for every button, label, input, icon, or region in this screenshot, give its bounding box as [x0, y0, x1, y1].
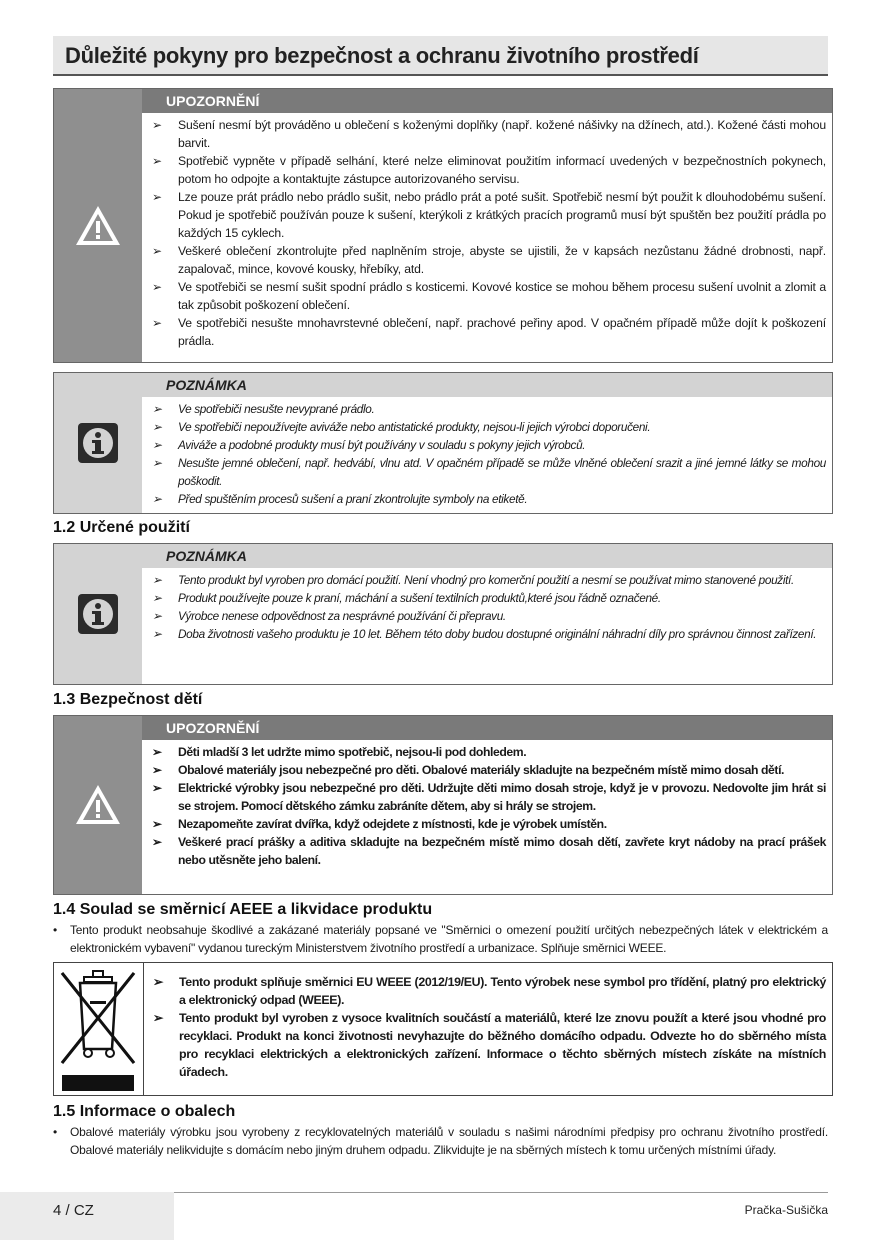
- arrow-bullet-icon: ➢: [152, 154, 162, 168]
- note-box-2: [53, 543, 833, 685]
- paragraph-text: Tento produkt neobsahuje škodlivé a zakázané materiály popsané ve "Směrnici o omezení použití určitých nebezpečných látek v elektrickém a elektronickém vybavení" vydanou tureckým Ministerstvem životního prostředí a urbanizace. Splňuje směrnici WEEE.: [70, 923, 828, 955]
- paragraph-text: Obalové materiály výrobku jsou vyrobeny z recyklovatelných materiálů v souladu s našimi národními předpisy pro ochranu životního prostředí. Obalové materiály nelikvidujte s domácím nebo jiným druhem odpadu. Zlikvidujte je na sběrných místech k tomu určených místními úřady.: [70, 1125, 828, 1157]
- list-item: [148, 278, 826, 314]
- list-item-text: Spotřebič vypněte v případě selhání, které nelze eliminovat použitím informací uvedených v bezpečnostních pokynech, potom ho odpojte a kontaktujte zástupce autorizovaného servisu.: [178, 154, 826, 186]
- info-icon: [78, 594, 118, 634]
- footer-divider: [174, 1192, 828, 1193]
- warning-heading: UPOZORNĚNÍ: [142, 89, 832, 113]
- bullet: •: [53, 1125, 58, 1139]
- list-item: [149, 1009, 826, 1081]
- list-item: [148, 490, 826, 508]
- list-item-text: Veškeré oblečení zkontrolujte před naplněním stroje, abyste se ujistili, že v kapsách nezůstanu žádné drobnosti, např. zapalovač, mince, kovové kousky, hřebíky, atd.: [178, 244, 826, 276]
- warning-box-2: [53, 715, 833, 895]
- list-item-text: Ve spotřebiči nesušte nevyprané prádlo.: [178, 402, 375, 416]
- arrow-bullet-icon: ➢: [152, 118, 162, 132]
- arrow-bullet-icon: ➢: [153, 975, 164, 989]
- warning-box-1: [53, 88, 833, 363]
- arrow-bullet-icon: ➢: [152, 745, 162, 759]
- warning-side: [54, 89, 142, 362]
- arrow-bullet-icon: ➢: [152, 280, 162, 294]
- arrow-bullet-icon: ➢: [152, 420, 162, 434]
- page-number: 4 / CZ: [53, 1202, 94, 1219]
- list-item: [148, 761, 826, 779]
- arrow-bullet-icon: ➢: [152, 456, 162, 470]
- list-item: [148, 743, 826, 761]
- arrow-bullet-icon: ➢: [152, 781, 162, 795]
- list-item-text: Doba životnosti vašeho produktu je 10 let. Během této doby budou dostupné originální náhradní díly pro správnou činnost zařízení.: [178, 627, 817, 641]
- section-heading-1-5: 1.5 Informace o obalech: [53, 1103, 236, 1120]
- weee-box: [53, 962, 833, 1096]
- section-1-4-paragraph: [53, 921, 828, 957]
- list-item: [148, 418, 826, 436]
- arrow-bullet-icon: ➢: [152, 573, 162, 587]
- arrow-bullet-icon: ➢: [152, 244, 162, 258]
- list-item-text: Tento produkt byl vyroben pro domácí použití. Není vhodný pro komerční použití a nesmí se používat mimo stanovené použití.: [178, 573, 794, 587]
- section-1-5-paragraph: [53, 1123, 828, 1159]
- arrow-bullet-icon: ➢: [152, 402, 162, 416]
- crossed-bin-icon: [54, 963, 143, 1095]
- list-item: [148, 116, 826, 152]
- list-item-text: Ve spotřebiči se nesmí sušit spodní prádlo s kosticemi. Kovové kostice se mohou během procesu sušení uvolnit a zlomit a tak způsobit poškození oblečení.: [178, 280, 826, 312]
- list-item: [148, 400, 826, 418]
- note-heading: POZNÁMKA: [142, 373, 832, 397]
- note-list: [148, 571, 826, 643]
- weee-symbol-cell: [54, 963, 144, 1095]
- list-item: [148, 589, 826, 607]
- page-title: Důležité pokyny pro bezpečnost a ochranu životního prostředí: [65, 43, 699, 68]
- arrow-bullet-icon: ➢: [152, 627, 162, 641]
- info-icon: [78, 423, 118, 463]
- list-item: [148, 779, 826, 815]
- list-item: [148, 833, 826, 869]
- list-item: [148, 815, 826, 833]
- note-box-1: [53, 372, 833, 514]
- list-item-text: Tento produkt splňuje směrnici EU WEEE (2012/19/EU). Tento výrobek nese symbol pro třídění, platný pro elektrický a elektronický odpad (WEEE).: [179, 975, 826, 1007]
- list-item: [148, 188, 826, 242]
- list-item-text: Lze pouze prát prádlo nebo prádlo sušit, nebo prádlo prát a poté sušit. Spotřebič nesmí být použit k dlouhodobému sušení. Pokud je spotřebič používán pouze k sušení, kterýkoli z krátkých pracích programů musí být spuštěn bez použití prádla po každých 15 cyklech.: [178, 190, 826, 240]
- section-heading-1-4: 1.4 Soulad se směrnicí AEEE a likvidace produktu: [53, 901, 433, 918]
- list-item-text: Tento produkt byl vyroben z vysoce kvalitních součástí a materiálů, které lze znovu použít a které jsou vhodné pro recyklaci. Produkt na konci životnosti nevyhazujte do běžného domácího odpadu. Odvezte ho do sběrného místa pro recyklaci elektrických a elektronických zařízení. Informace o těchto sběrných místech získáte na místních úřadech.: [179, 1011, 826, 1079]
- list-item-text: Výrobce nenese odpovědnost za nesprávné používání či přepravu.: [178, 609, 506, 623]
- list-item-text: Veškeré prací prášky a aditiva skladujte na bezpečném místě mimo dosah dětí, zavřete kryt nádoby na prací prášek nebo utěsněte jeho balení.: [178, 835, 826, 867]
- page-title-bar: [53, 36, 828, 76]
- warning-list: [148, 743, 826, 869]
- arrow-bullet-icon: ➢: [152, 817, 162, 831]
- warning-triangle-icon: [73, 782, 123, 828]
- list-item-text: Děti mladší 3 let udržte mimo spotřebič, nejsou-li pod dohledem.: [178, 745, 527, 759]
- list-item-text: Před spuštěním procesů sušení a praní zkontrolujte symboly na etiketě.: [178, 492, 528, 506]
- warning-side: [54, 716, 142, 894]
- note-side: [54, 544, 142, 684]
- arrow-bullet-icon: ➢: [152, 492, 162, 506]
- arrow-bullet-icon: ➢: [153, 1011, 164, 1025]
- arrow-bullet-icon: ➢: [152, 316, 162, 330]
- warning-triangle-icon: [73, 203, 123, 249]
- list-item-text: Nezapomeňte zavírat dvířka, když odejdete z místnosti, kde je výrobek umístěn.: [178, 817, 607, 831]
- bullet: •: [53, 923, 58, 937]
- list-item-text: Obalové materiály jsou nebezpečné pro děti. Obalové materiály skladujte na bezpečném místě mimo dosah dětí.: [178, 763, 785, 777]
- list-item: [148, 454, 826, 490]
- section-heading-1-2: 1.2 Určené použití: [53, 519, 190, 536]
- footer-page-block: [0, 1192, 174, 1240]
- list-item: [148, 314, 826, 350]
- list-item: [148, 607, 826, 625]
- weee-list: [149, 973, 826, 1081]
- note-list: [148, 400, 826, 508]
- note-heading: POZNÁMKA: [142, 544, 832, 568]
- list-item-text: Produkt používejte pouze k praní, máchání a sušení textilních produktů,které jsou řádně označené.: [178, 591, 661, 605]
- list-item-text: Elektrické výrobky jsou nebezpečné pro děti. Udržujte děti mimo dosah stroje, když je v provozu. Nedovolte jim hrát si se strojem. Pomocí dětského zámku zabráníte dětem, aby si hrály se strojem.: [178, 781, 826, 813]
- list-item-text: Sušení nesmí být prováděno u oblečení s koženými doplňky (např. kožené nášivky na džínech, atd.). Kožené části mohou barvit.: [178, 118, 826, 150]
- list-item: [148, 571, 826, 589]
- warning-list: [148, 116, 826, 350]
- arrow-bullet-icon: ➢: [152, 835, 162, 849]
- list-item-text: Nesušte jemné oblečení, např. hedvábí, vlnu atd. V opačném případě se může vlněné oblečení srazit a jiné jemné látky se mohou poškodit.: [178, 456, 826, 488]
- note-side: [54, 373, 142, 513]
- arrow-bullet-icon: ➢: [152, 190, 162, 204]
- list-item: [148, 242, 826, 278]
- list-item: [148, 625, 826, 643]
- list-item: [148, 436, 826, 454]
- list-item: [148, 152, 826, 188]
- list-item-text: Ve spotřebiči nepoužívejte aviváže nebo antistatické produkty, nejsou-li jejich výrobci doporučeni.: [178, 420, 651, 434]
- warning-heading: UPOZORNĚNÍ: [142, 716, 832, 740]
- list-item-text: Aviváže a podobné produkty musí být používány v souladu s pokyny jejich výrobců.: [178, 438, 586, 452]
- arrow-bullet-icon: ➢: [152, 763, 162, 777]
- arrow-bullet-icon: ➢: [152, 438, 162, 452]
- list-item-text: Ve spotřebiči nesušte mnohavrstevné oblečení, např. prachové peřiny apod. V opačném případě může dojít k poškození prádla.: [178, 316, 826, 348]
- footer-product-name: Pračka-Sušička: [744, 1203, 828, 1217]
- list-item: [149, 973, 826, 1009]
- section-heading-1-3: 1.3 Bezpečnost dětí: [53, 691, 203, 708]
- arrow-bullet-icon: ➢: [152, 609, 162, 623]
- arrow-bullet-icon: ➢: [152, 591, 162, 605]
